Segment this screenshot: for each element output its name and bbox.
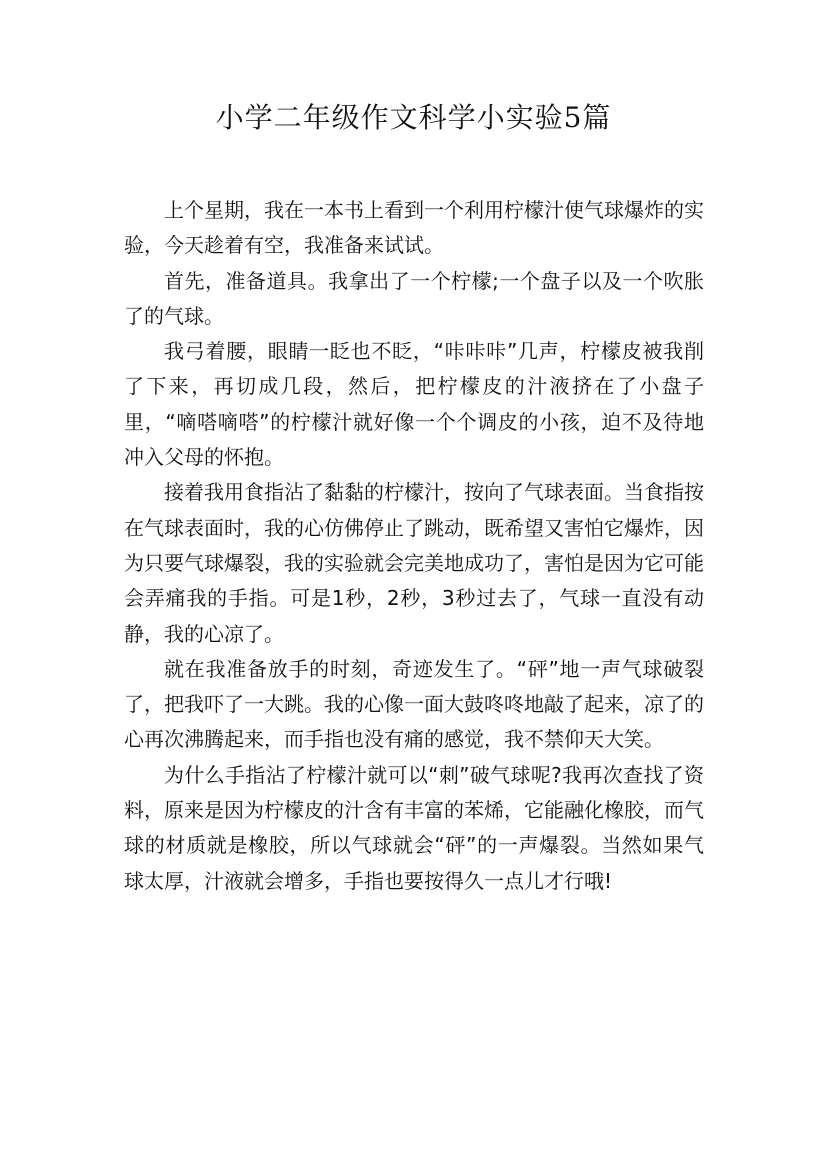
document-title: 小学二年级作文科学小实验5篇 (215, 101, 612, 134)
paragraph-1: 上个星期，我在一本书上看到一个利用柠檬汁使气球爆炸的实验，今天趁着有空，我准备来试试。 (124, 198, 704, 258)
document-body (124, 193, 704, 899)
paragraph-4: 接着我用食指沾了黏黏的柠檬汁，按向了气球表面。当食指按在气球表面时，我的心仿佛停止了跳动，既希望又害怕它爆炸，因为只要气球爆裂，我的实验就会完美地成功了，害怕是因为它可能会弄痛我的手指。可是1秒，2秒，3秒过去了，气球一直没有动静，我的心凉了。 (124, 480, 704, 646)
paragraph-3: 我弓着腰，眼睛一眨也不眨，“咔咔咔”几声，柠檬皮被我削了下来，再切成几段，然后，把柠檬皮的汁液挤在了小盘子里，“嘀嗒嘀嗒”的柠檬汁就好像一个个调皮的小孩，迫不及待地冲入父母的怀抱。 (124, 339, 704, 470)
paragraph-6: 为什么手指沾了柠檬汁就可以“刺”破气球呢?我再次查找了资料，原来是因为柠檬皮的汁含有丰富的苯烯，它能融化橡胶，而气球的材质就是橡胶，所以气球就会“砰”的一声爆裂。当然如果气球太厚，汁液就会增多，手指也要按得久一点儿才行哦! (124, 762, 704, 893)
paragraph-5: 就在我准备放手的时刻，奇迹发生了。“砰”地一声气球破裂了，把我吓了一大跳。我的心像一面大鼓咚咚地敲了起来，凉了的心再次沸腾起来，而手指也没有痛的感觉，我不禁仰天大笑。 (124, 656, 704, 752)
paragraph-2: 首先，准备道具。我拿出了一个柠檬;一个盘子以及一个吹胀了的气球。 (124, 268, 704, 328)
